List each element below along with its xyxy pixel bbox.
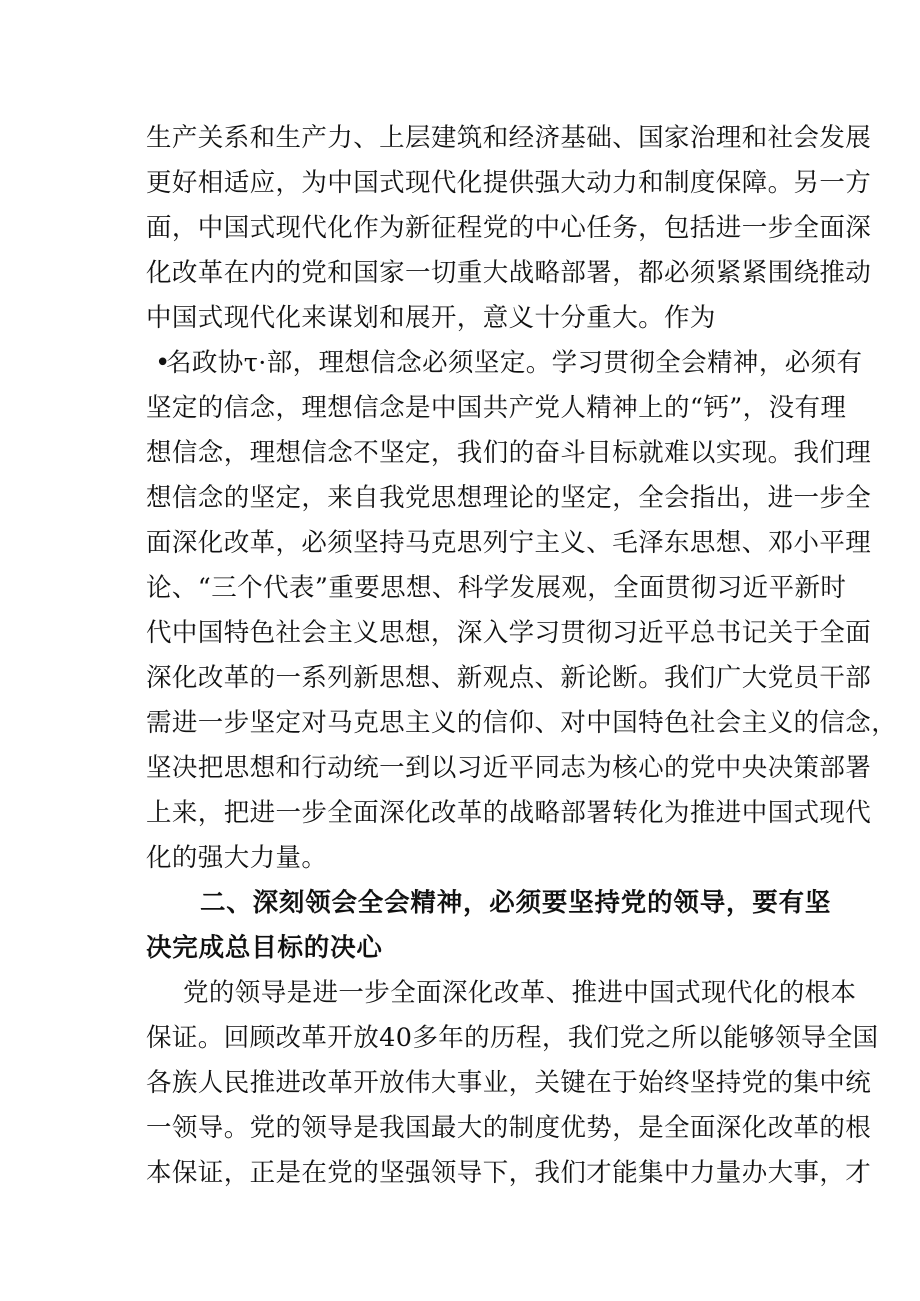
body-text-line: 更好相适应，为中国式现代化提供强大动力和制度保障。另一方 xyxy=(146,168,872,198)
body-text-line: 各族人民推进改革开放伟大事业，关键在于始终坚持党的集中统 xyxy=(146,1068,872,1098)
body-text-line: 坚定的信念，理想信念是中国共产党人精神上的“钙”，没有理 xyxy=(146,393,847,423)
body-text-line: 面深化改革，必须坚持马克思列宁主义、毛泽东思想、邓小平理 xyxy=(146,528,872,558)
body-text-line: 一领导。党的领导是我国最大的制度优势，是全面深化改革的根 xyxy=(146,1113,872,1143)
body-text-line: 需进一步坚定对马克思主义的信仰、对中国特色社会主义的信念， xyxy=(146,708,898,738)
body-text-line: 中国式现代化来谋划和展开，意义十分重大。作为 xyxy=(146,303,716,333)
body-text-line: 党的领导是进一步全面深化改革、推进中国式现代化的根本 xyxy=(183,978,857,1008)
body-text-line: 想信念，理想信念不坚定，我们的奋斗目标就难以实现。我们理 xyxy=(146,438,872,468)
body-text-line: 上来，把进一步全面深化改革的战略部署转化为推进中国式现代 xyxy=(146,798,872,828)
body-text-line: 保证。回顾改革开放40多年的历程，我们党之所以能够领导全国 xyxy=(146,1023,879,1053)
body-text-line: 面，中国式现代化作为新征程党的中心任务，包括进一步全面深 xyxy=(146,213,872,243)
body-text-line: 本保证，正是在党的坚强领导下，我们才能集中力量办大事，才 xyxy=(146,1158,872,1188)
body-text-line: 生产关系和生产力、上层建筑和经济基础、国家治理和社会发展 xyxy=(146,123,872,153)
body-text-line: 化的强大力量。 xyxy=(146,843,328,873)
section-heading: 二、深刻领会全会精神，必须要坚持党的领导，要有坚 xyxy=(200,888,832,918)
body-text-line: 想信念的坚定，来自我党思想理论的坚定，全会指出，进一步全 xyxy=(146,483,872,513)
bullet-marker: • xyxy=(155,348,171,378)
section-heading: 决完成总目标的决心 xyxy=(146,933,383,963)
body-text-line: 深化改革的一系列新思想、新观点、新论断。我们广大党员干部 xyxy=(146,663,872,693)
body-text-line: 名政协τ·部，理想信念必须坚定。学习贯彻全会精神，必须有 xyxy=(166,348,863,378)
body-text-line: 坚决把思想和行动统一到以习近平同志为核心的党中央决策部署 xyxy=(146,753,872,783)
body-text-line: 代中国特色社会主义思想，深入学习贯彻习近平总书记关于全面 xyxy=(146,618,872,648)
body-text-line: 论、“三个代表”重要思想、科学发展观，全面贯彻习近平新时 xyxy=(146,573,847,603)
body-text-line: 化改革在内的党和国家一切重大战略部署，都必须紧紧围绕推动 xyxy=(146,258,872,288)
